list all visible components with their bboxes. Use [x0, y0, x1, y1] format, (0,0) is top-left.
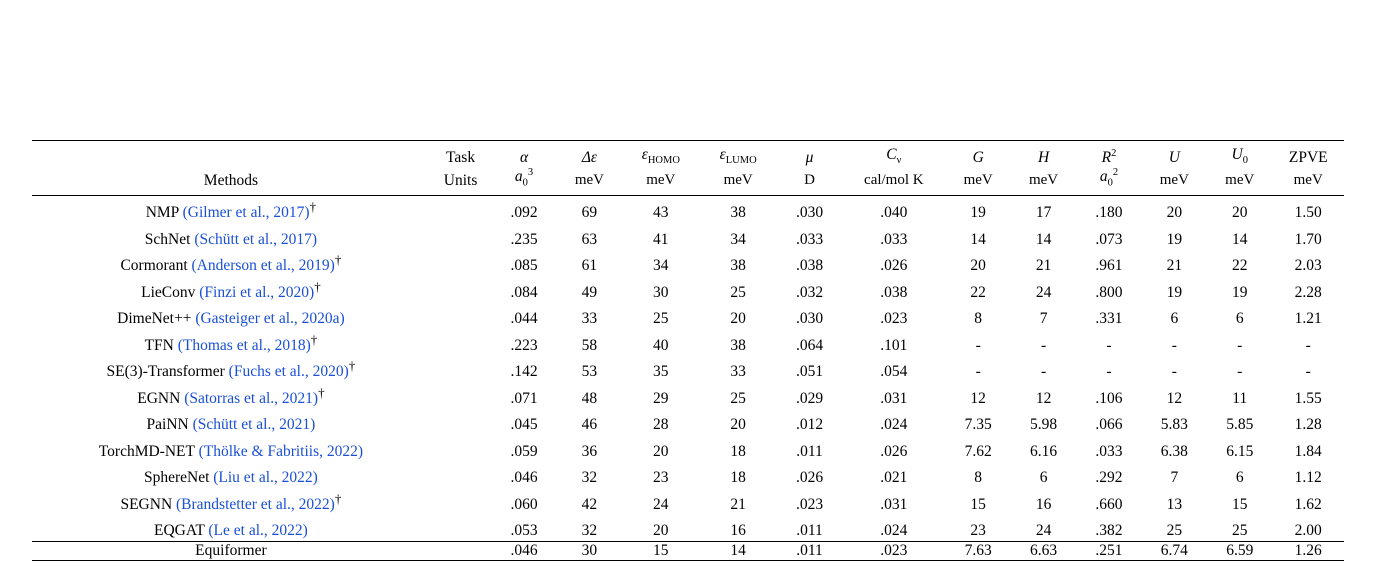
header-methods-blank: [32, 141, 430, 168]
table-row: [32, 249, 1344, 276]
result-value: 20: [1142, 196, 1207, 223]
result-value: .085: [510, 257, 538, 275]
method-name-cell: [32, 276, 430, 303]
result-value: 7: [1039, 310, 1048, 328]
result-value: 29: [653, 389, 669, 407]
task-units-spacer: [430, 435, 492, 462]
result-value: 7.62: [964, 442, 992, 460]
result-value: 18: [730, 442, 746, 460]
unit-r2: $a_0^2$: [1099, 167, 1119, 189]
result-value: 17: [1011, 196, 1076, 223]
method-name-cell: [32, 249, 430, 276]
result-value: 13: [1166, 495, 1183, 513]
result-value: .024: [880, 416, 908, 434]
result-value: .251: [1076, 541, 1141, 560]
result-value: .142: [510, 363, 538, 381]
citation-link[interactable]: (Le et al., 2022): [208, 522, 308, 540]
dagger-marker: †: [348, 358, 356, 374]
dagger-marker: †: [309, 199, 317, 215]
method-name: Cormorant: [120, 257, 188, 275]
citation-link[interactable]: (Thölke & Fabritiis, 2022): [198, 442, 364, 460]
citation-link[interactable]: (Gasteiger et al., 2020a): [195, 310, 345, 328]
method-name: EGNN: [137, 389, 181, 407]
result-value: .011: [796, 442, 823, 460]
method-name: DimeNet++: [117, 310, 192, 328]
result-value: 6: [1235, 469, 1244, 487]
method-name-cell: [32, 382, 430, 409]
table-row: [32, 355, 1344, 382]
result-value: .800: [1095, 283, 1123, 301]
result-value: .060: [510, 495, 538, 513]
result-value: .033: [880, 230, 908, 248]
dagger-marker: †: [334, 490, 342, 506]
result-value: 38: [730, 336, 746, 354]
result-value: 6.15: [1226, 442, 1254, 460]
citation-link[interactable]: (Schütt et al., 2021): [192, 416, 316, 434]
result-value: .331: [1095, 310, 1123, 328]
result-value: 14: [1035, 230, 1052, 248]
unit-epsilon-lumo: meV: [723, 172, 753, 189]
result-value: 41: [653, 230, 669, 248]
result-value: -: [1237, 336, 1243, 354]
method-name: SphereNet: [143, 469, 210, 487]
header-col-epsilon-lumo: $\varepsilon_{LUMO}$: [699, 141, 776, 168]
dagger-marker: †: [314, 278, 321, 294]
result-value: 1.26: [1272, 541, 1344, 560]
table-row-equiformer: [32, 541, 1344, 560]
dagger-marker: †: [334, 252, 342, 268]
result-value: 2.03: [1294, 257, 1322, 275]
result-value: 1.70: [1294, 230, 1322, 248]
citation-link[interactable]: (Finzi et al., 2020): [199, 283, 315, 301]
result-value: 1.21: [1294, 310, 1322, 328]
result-value: 14: [1232, 230, 1248, 248]
method-name: EQGAT: [153, 522, 205, 540]
header-col-cnu: $C_\nu$: [842, 141, 945, 168]
result-value: .021: [880, 469, 908, 487]
result-value: .033: [1095, 442, 1123, 460]
result-value: 32: [581, 522, 598, 540]
result-value: .030: [795, 310, 824, 328]
result-value: .235: [510, 230, 538, 248]
task-units-spacer: [430, 196, 492, 223]
task-units-spacer: [430, 382, 492, 409]
header-col-alpha: α: [491, 141, 556, 168]
result-value: .038: [880, 283, 908, 301]
result-value: 63: [581, 230, 598, 248]
result-value: 16: [1035, 495, 1052, 513]
result-value: 12: [1035, 389, 1052, 407]
method-name: LieConv: [141, 283, 196, 301]
result-value: 20: [970, 257, 986, 275]
header-col-h: H: [1011, 141, 1076, 168]
result-value: .053: [510, 522, 538, 540]
citation-link[interactable]: (Brandstetter et al., 2022): [176, 495, 335, 513]
result-value: 23: [653, 469, 669, 487]
result-value: .023: [795, 495, 824, 513]
method-name-cell: [32, 488, 430, 515]
result-value: 2.00: [1294, 522, 1322, 540]
result-value: 1.50: [1272, 196, 1344, 223]
result-value: 1.55: [1294, 389, 1322, 407]
result-value: .071: [510, 389, 538, 407]
result-value: 53: [581, 363, 598, 381]
header-col-u: U: [1142, 141, 1207, 168]
result-value: 19: [945, 196, 1010, 223]
result-value: 1.84: [1294, 442, 1322, 460]
method-name: NMP: [145, 204, 179, 222]
result-value: 2.28: [1294, 283, 1322, 301]
result-value: 21: [730, 495, 746, 513]
result-value: 7: [1170, 469, 1179, 487]
result-value: 6.38: [1160, 442, 1188, 460]
unit-epsilon-homo: meV: [646, 172, 676, 189]
table-row: [32, 382, 1344, 409]
result-value: .046: [491, 541, 556, 560]
task-units-spacer: [430, 488, 492, 515]
result-value: 49: [581, 283, 598, 301]
result-value: 36: [581, 442, 598, 460]
result-value: .030: [777, 196, 842, 223]
result-value: -: [975, 363, 981, 381]
header-col-epsilon-homo: $\varepsilon_{HOMO}$: [622, 141, 699, 168]
result-value: 12: [1166, 389, 1183, 407]
result-value: 22: [1232, 257, 1248, 275]
method-name: SE(3)-Transformer: [106, 363, 225, 381]
result-value: .292: [1095, 469, 1123, 487]
result-value: .012: [795, 416, 824, 434]
method-name-cell: [32, 355, 430, 382]
result-value: 42: [581, 495, 598, 513]
result-value: .660: [1095, 495, 1123, 513]
task-units-spacer: [430, 249, 492, 276]
method-name-cell: [32, 514, 430, 541]
result-value: .046: [510, 469, 538, 487]
citation-link[interactable]: (Gilmer et al., 2017): [182, 204, 310, 222]
result-value: 6.16: [1030, 442, 1058, 460]
table-row: [32, 435, 1344, 462]
result-value: 19: [1232, 283, 1248, 301]
result-value: -: [1171, 336, 1177, 354]
result-value: .064: [795, 336, 824, 354]
result-value: 61: [581, 257, 598, 275]
header-row-symbols: [32, 141, 1344, 168]
result-value: .382: [1095, 522, 1123, 540]
result-value: 20: [1207, 196, 1272, 223]
result-value: 25: [730, 283, 746, 301]
header-units-label: Units: [443, 171, 478, 189]
result-value: -: [1040, 336, 1047, 354]
result-value: -: [1237, 363, 1243, 381]
result-value: 8: [974, 469, 983, 487]
result-value: 6.59: [1207, 541, 1272, 560]
result-value: 15: [970, 495, 986, 513]
result-value: .223: [510, 336, 538, 354]
result-value: 34: [730, 230, 746, 248]
result-value: 20: [653, 442, 669, 460]
result-value: 16: [730, 522, 746, 540]
citation-link[interactable]: (Thomas et al., 2018): [177, 336, 311, 354]
result-value: .029: [795, 389, 824, 407]
result-value: 6: [1170, 310, 1179, 328]
task-units-spacer: [430, 408, 492, 435]
result-value: 40: [653, 336, 669, 354]
result-value: 58: [581, 336, 598, 354]
result-value: -: [1305, 363, 1311, 381]
result-value: 35: [653, 363, 669, 381]
method-name-cell: [32, 435, 430, 462]
result-value: 24: [1035, 522, 1052, 540]
dagger-marker: †: [318, 384, 325, 400]
result-value: 5.98: [1030, 416, 1058, 434]
unit-u: meV: [1159, 172, 1189, 189]
result-value: .180: [1076, 196, 1141, 223]
result-value: .031: [880, 495, 908, 513]
table-row: [32, 488, 1344, 515]
method-name-cell: [32, 196, 430, 223]
result-value: .045: [510, 416, 538, 434]
result-value: 21: [1035, 257, 1052, 275]
result-value: .023: [842, 541, 945, 560]
result-value: .031: [880, 389, 908, 407]
result-value: .026: [880, 442, 908, 460]
citation-link[interactable]: (Liu et al., 2022): [213, 469, 318, 487]
result-value: 25: [1232, 522, 1248, 540]
task-units-spacer: [430, 276, 492, 303]
table-body: [32, 196, 1344, 542]
method-name: PaiNN: [146, 416, 189, 434]
result-value: .066: [1095, 416, 1123, 434]
result-value: 15: [1232, 495, 1248, 513]
result-value: 15: [622, 541, 699, 560]
result-value: .023: [880, 310, 908, 328]
result-value: 7.35: [964, 416, 992, 434]
task-units-spacer: [430, 302, 492, 329]
result-value: -: [1305, 336, 1311, 354]
header-col-g: G: [945, 141, 1010, 168]
task-units-spacer: [430, 541, 492, 560]
result-value: 69: [557, 196, 622, 223]
result-value: 30: [653, 283, 669, 301]
header-row-units: [32, 167, 1344, 195]
method-name: TorchMD-NET: [98, 442, 195, 460]
result-value: .033: [795, 230, 824, 248]
result-value: 48: [581, 389, 598, 407]
result-value: -: [1171, 363, 1177, 381]
result-value: 23: [970, 522, 986, 540]
result-value: .106: [1095, 389, 1123, 407]
unit-u0: meV: [1225, 172, 1255, 189]
result-value: 24: [653, 495, 669, 513]
method-name: TFN: [144, 336, 174, 354]
result-value: .059: [510, 442, 538, 460]
task-units-spacer: [430, 223, 492, 250]
unit-alpha: $a_0^3$: [514, 167, 534, 189]
result-value: .038: [795, 257, 824, 275]
table-row: [32, 196, 1344, 223]
result-value: 28: [653, 416, 669, 434]
result-value: .024: [880, 522, 908, 540]
result-value: 32: [581, 469, 598, 487]
result-value: 25: [1166, 522, 1183, 540]
table-head: [32, 141, 1344, 196]
result-value: .084: [510, 283, 538, 301]
result-value: -: [1040, 363, 1047, 381]
result-value: -: [1106, 363, 1112, 381]
result-value: .011: [796, 522, 823, 540]
task-units-spacer: [430, 355, 492, 382]
method-name-cell: [32, 302, 430, 329]
result-value: 1.28: [1294, 416, 1322, 434]
method-name-cell: [32, 541, 430, 560]
results-table: [32, 140, 1344, 561]
table-row: [32, 329, 1344, 356]
result-value: 12: [970, 389, 986, 407]
result-value: 20: [653, 522, 669, 540]
task-units-spacer: [430, 461, 492, 488]
method-name: SEGNN: [120, 495, 173, 513]
unit-h: meV: [1028, 172, 1059, 189]
result-value: 30: [557, 541, 622, 560]
result-value: .101: [880, 336, 908, 354]
task-units-spacer: [430, 329, 492, 356]
result-value: 18: [730, 469, 746, 487]
result-value: 8: [974, 310, 983, 328]
header-col-mu: μ: [777, 141, 842, 168]
table-row: [32, 276, 1344, 303]
result-value: 5.85: [1226, 416, 1254, 434]
result-value: .026: [880, 257, 908, 275]
result-value: 11: [1232, 389, 1248, 407]
task-units-spacer: [430, 514, 492, 541]
result-value: 22: [970, 283, 986, 301]
method-name-cell: [32, 223, 430, 250]
result-value: .092: [491, 196, 556, 223]
citation-link[interactable]: (Satorras et al., 2021): [184, 389, 319, 407]
header-col-zpve: ZPVE: [1272, 141, 1344, 168]
result-value: 19: [1166, 230, 1183, 248]
result-value: 6.74: [1142, 541, 1207, 560]
method-name-cell: [32, 461, 430, 488]
table-row: [32, 461, 1344, 488]
citation-link[interactable]: (Fuchs et al., 2020): [228, 363, 349, 381]
result-value: 14: [970, 230, 986, 248]
result-value: 25: [730, 389, 746, 407]
method-name: SchNet: [144, 230, 191, 248]
result-value: .054: [880, 363, 908, 381]
results-table-container: [32, 140, 1344, 561]
result-value: 21: [1166, 257, 1183, 275]
result-value: 19: [1166, 283, 1183, 301]
result-value: 14: [699, 541, 776, 560]
result-value: 1.12: [1294, 469, 1322, 487]
unit-zpve: meV: [1293, 172, 1323, 189]
result-value: .051: [795, 363, 824, 381]
result-value: 46: [581, 416, 598, 434]
result-value: 33: [730, 363, 746, 381]
result-value: .026: [795, 469, 824, 487]
table-row: [32, 408, 1344, 435]
result-value: 38: [730, 257, 746, 275]
method-name-cell: [32, 408, 430, 435]
method-name: Equiformer: [195, 541, 267, 559]
unit-delta-epsilon: meV: [574, 172, 604, 189]
result-value: 5.83: [1160, 416, 1188, 434]
header-task-label: Task: [430, 141, 492, 168]
citation-link[interactable]: (Schütt et al., 2017): [194, 230, 317, 248]
result-value: 33: [581, 310, 598, 328]
result-value: .011: [777, 541, 842, 560]
result-value: 24: [1035, 283, 1052, 301]
table-foot: [32, 541, 1344, 560]
result-value: -: [1106, 336, 1112, 354]
result-value: 25: [653, 310, 669, 328]
result-value: 6: [1039, 469, 1048, 487]
header-col-u0: $U_0$: [1207, 141, 1272, 168]
result-value: 6: [1235, 310, 1244, 328]
method-name-cell: [32, 329, 430, 356]
result-value: 6.63: [1011, 541, 1076, 560]
result-value: 43: [622, 196, 699, 223]
result-value: 34: [653, 257, 669, 275]
result-value: 7.63: [945, 541, 1010, 560]
result-value: 20: [730, 310, 746, 328]
dagger-marker: †: [310, 331, 318, 347]
header-methods-label: Methods: [203, 171, 259, 189]
citation-link[interactable]: (Anderson et al., 2019): [191, 257, 335, 275]
result-value: .040: [842, 196, 945, 223]
table-row: [32, 223, 1344, 250]
result-value: 20: [730, 416, 746, 434]
unit-mu: D: [804, 172, 815, 189]
result-value: .961: [1095, 257, 1123, 275]
unit-cnu: cal/mol K: [864, 172, 924, 189]
result-value: -: [975, 336, 981, 354]
unit-g: meV: [963, 172, 993, 189]
table-row: [32, 514, 1344, 541]
result-value: 38: [699, 196, 776, 223]
result-value: .044: [510, 310, 538, 328]
result-value: .032: [795, 283, 824, 301]
header-col-r2: $R^2$: [1076, 141, 1141, 168]
result-value: .073: [1095, 230, 1123, 248]
header-col-delta-epsilon: Δε: [557, 141, 622, 168]
table-row: [32, 302, 1344, 329]
result-value: 1.62: [1294, 495, 1322, 513]
